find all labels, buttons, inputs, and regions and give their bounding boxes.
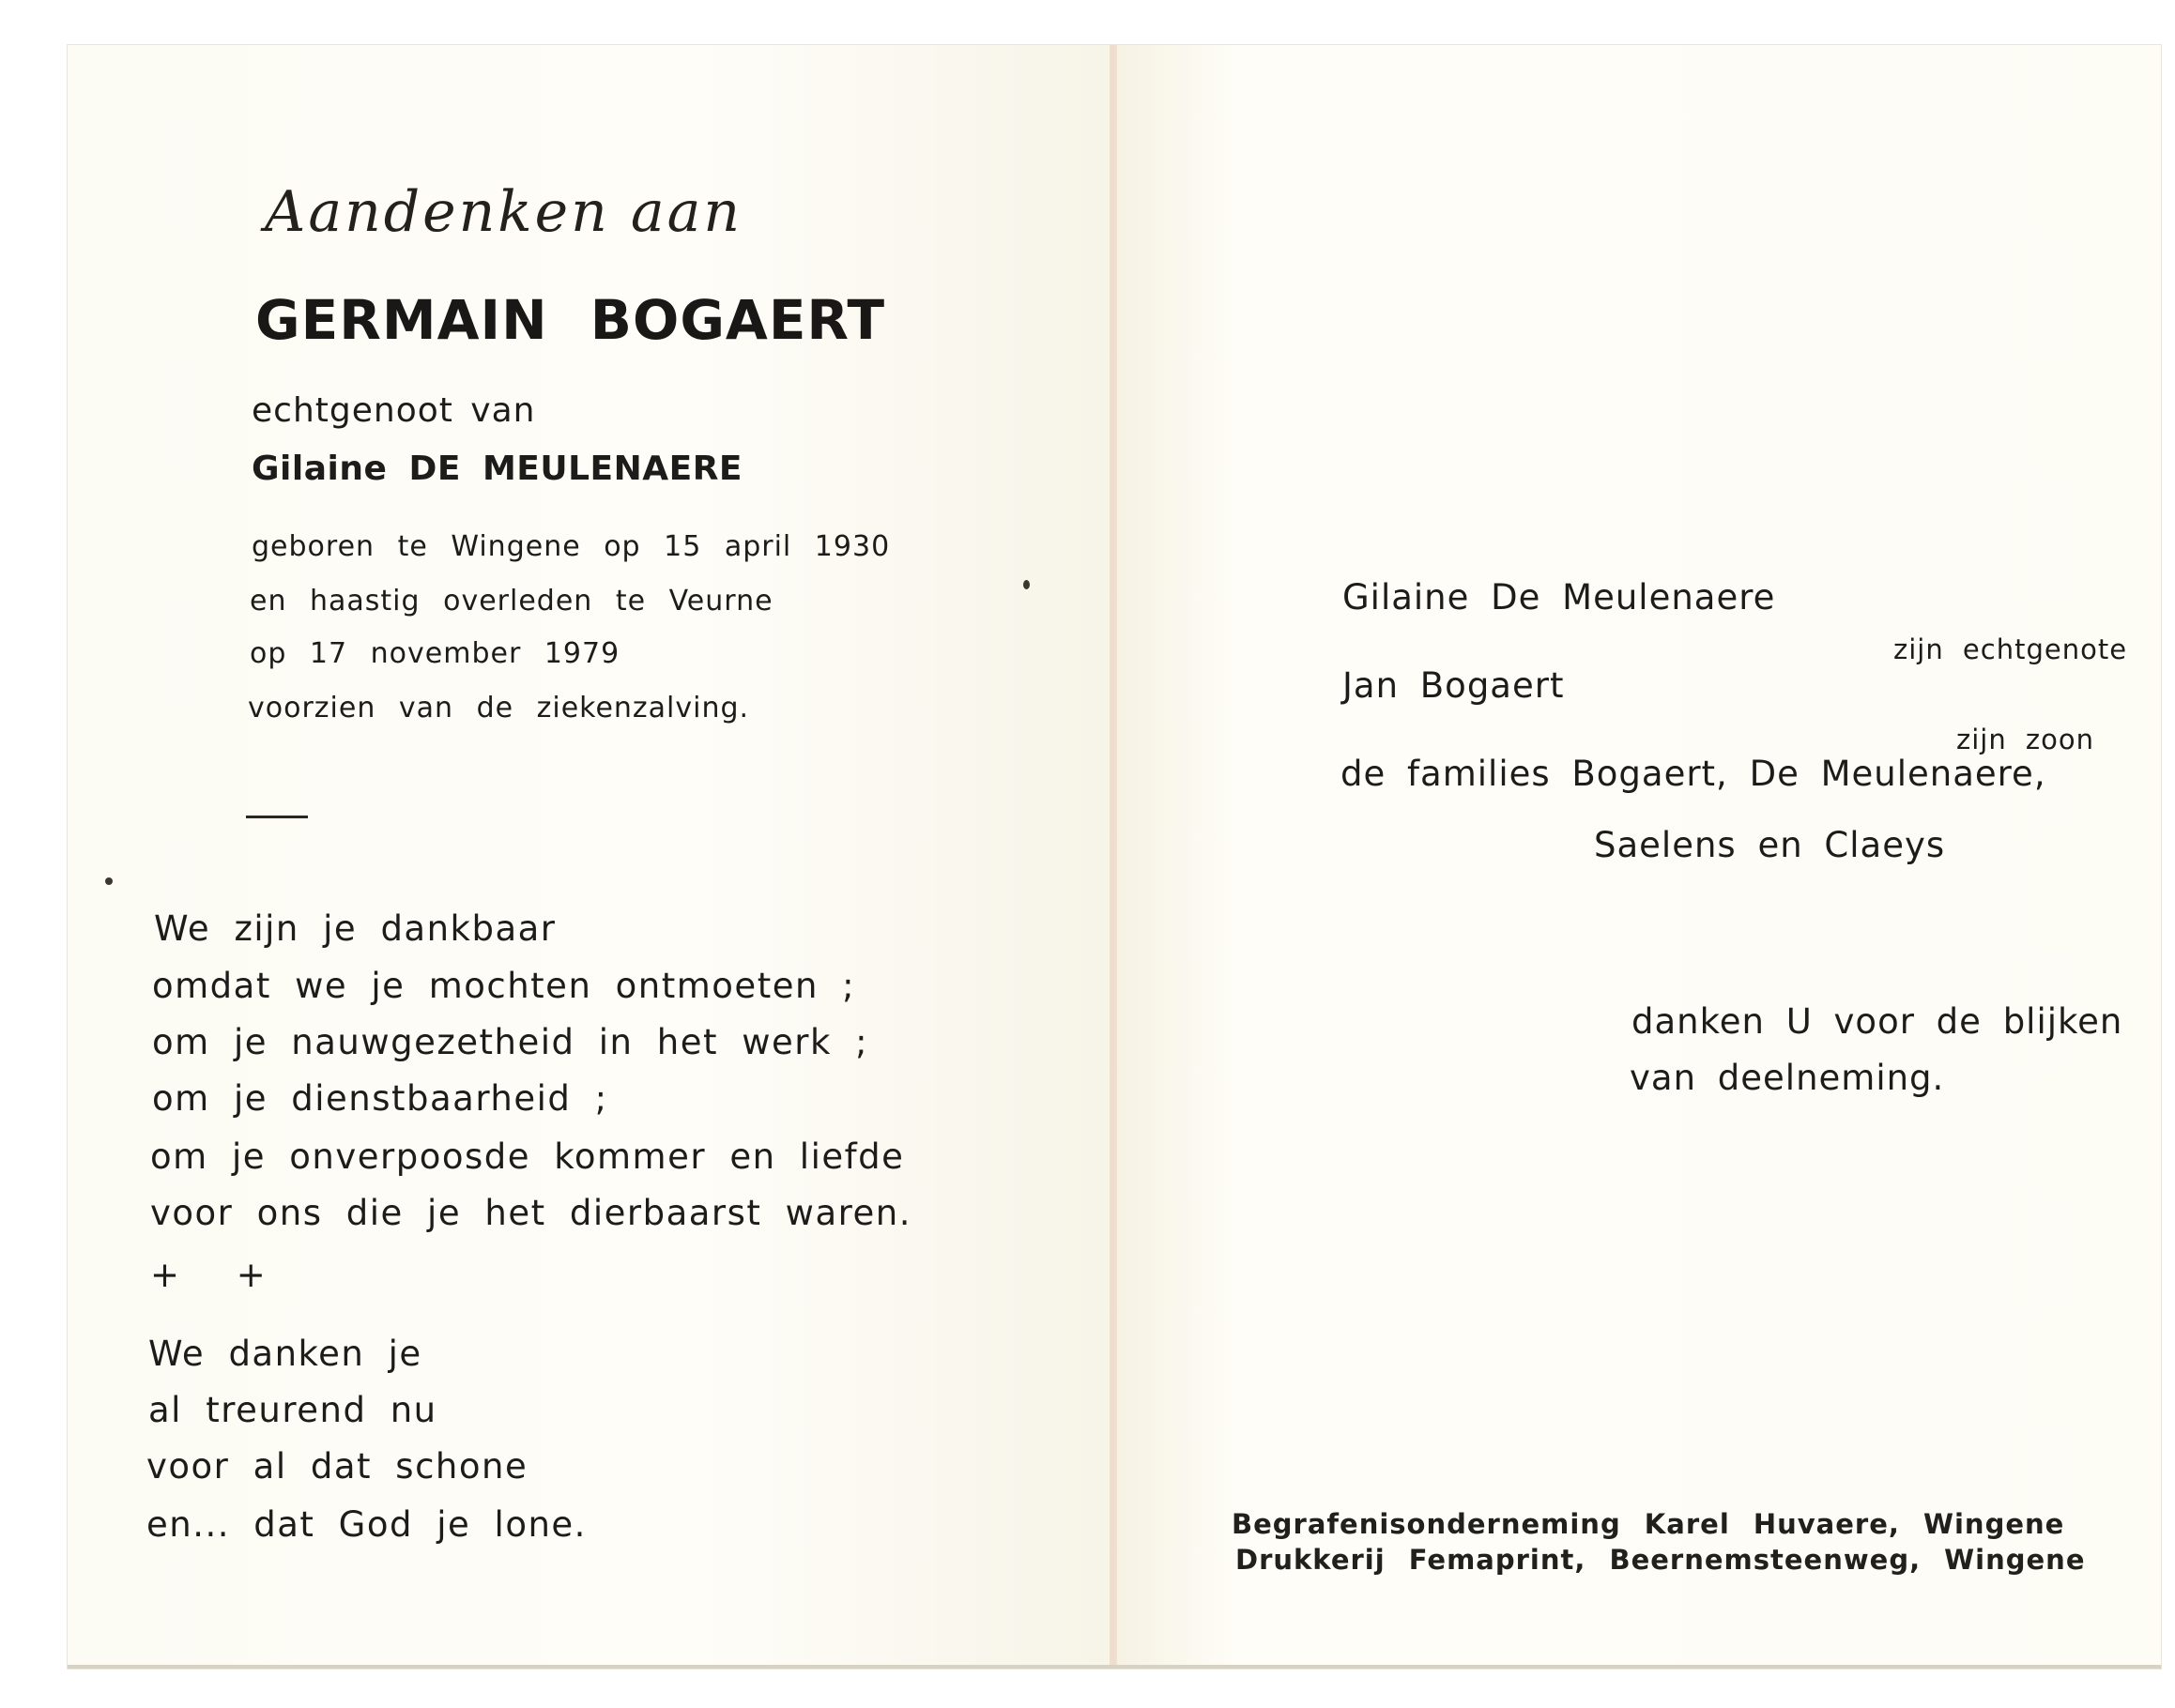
poem-line: om je onverpoosde kommer en liefde	[150, 1136, 905, 1177]
poem-line: omdat we je mochten ontmoeten ;	[152, 966, 856, 1006]
card-fold	[1110, 45, 1117, 1669]
relation-label: echtgenoot van	[252, 391, 536, 430]
poem-line: voor al dat schone	[146, 1446, 528, 1487]
death-line: en haastig overleden te Veurne	[250, 585, 774, 618]
birth-line: geboren te Wingene op 15 april 1930	[252, 530, 891, 563]
poem-line: om je dienstbaarheid ;	[152, 1078, 608, 1119]
family-line: de families Bogaert, De Meulenaere,	[1340, 754, 2046, 794]
poem-line: en... dat God je lone.	[146, 1504, 587, 1545]
cross-separator: + +	[150, 1255, 268, 1295]
poem-line: om je nauwgezetheid in het werk ;	[152, 1022, 869, 1062]
family-widow: Gilaine De Meulenaere	[1342, 577, 1776, 618]
printer-line: Drukkerij Femaprint, Beernemsteenweg, Wingene	[1235, 1544, 2086, 1576]
left-panel	[68, 45, 1110, 1669]
family-role-son: zijn zoon	[1956, 724, 2095, 755]
poem-line: We danken je	[148, 1334, 422, 1374]
death-date-line: op 17 november 1979	[250, 637, 620, 670]
poem-line: al treurend nu	[148, 1390, 437, 1430]
family-line: Saelens en Claeys	[1594, 825, 1946, 865]
family-role-widow: zijn echtgenote	[1893, 633, 2128, 665]
spouse-name: Gilaine DE MEULENAERE	[252, 450, 743, 488]
deceased-name: GERMAIN BOGAERT	[255, 288, 886, 352]
card-bottom-edge	[68, 1665, 2161, 1669]
memorial-card	[68, 45, 2161, 1669]
thanks-line: van deelneming.	[1630, 1058, 1945, 1098]
family-son: Jan Bogaert	[1342, 665, 1565, 706]
thanks-line: danken U voor de blijken	[1631, 1001, 2123, 1042]
card-heading: Aandenken aan	[265, 179, 743, 245]
sacrament-line: voorzien van de ziekenzalving.	[248, 692, 750, 724]
poem-line: voor ons die je het dierbaarst waren.	[150, 1193, 911, 1233]
ink-speck	[105, 877, 113, 885]
poem-line: We zijn je dankbaar	[154, 908, 557, 949]
section-divider	[246, 816, 308, 818]
funeral-home-line: Begrafenisonderneming Karel Huvaere, Wingene	[1232, 1508, 2065, 1540]
ink-speck	[1023, 580, 1030, 589]
right-panel	[1117, 45, 2161, 1669]
